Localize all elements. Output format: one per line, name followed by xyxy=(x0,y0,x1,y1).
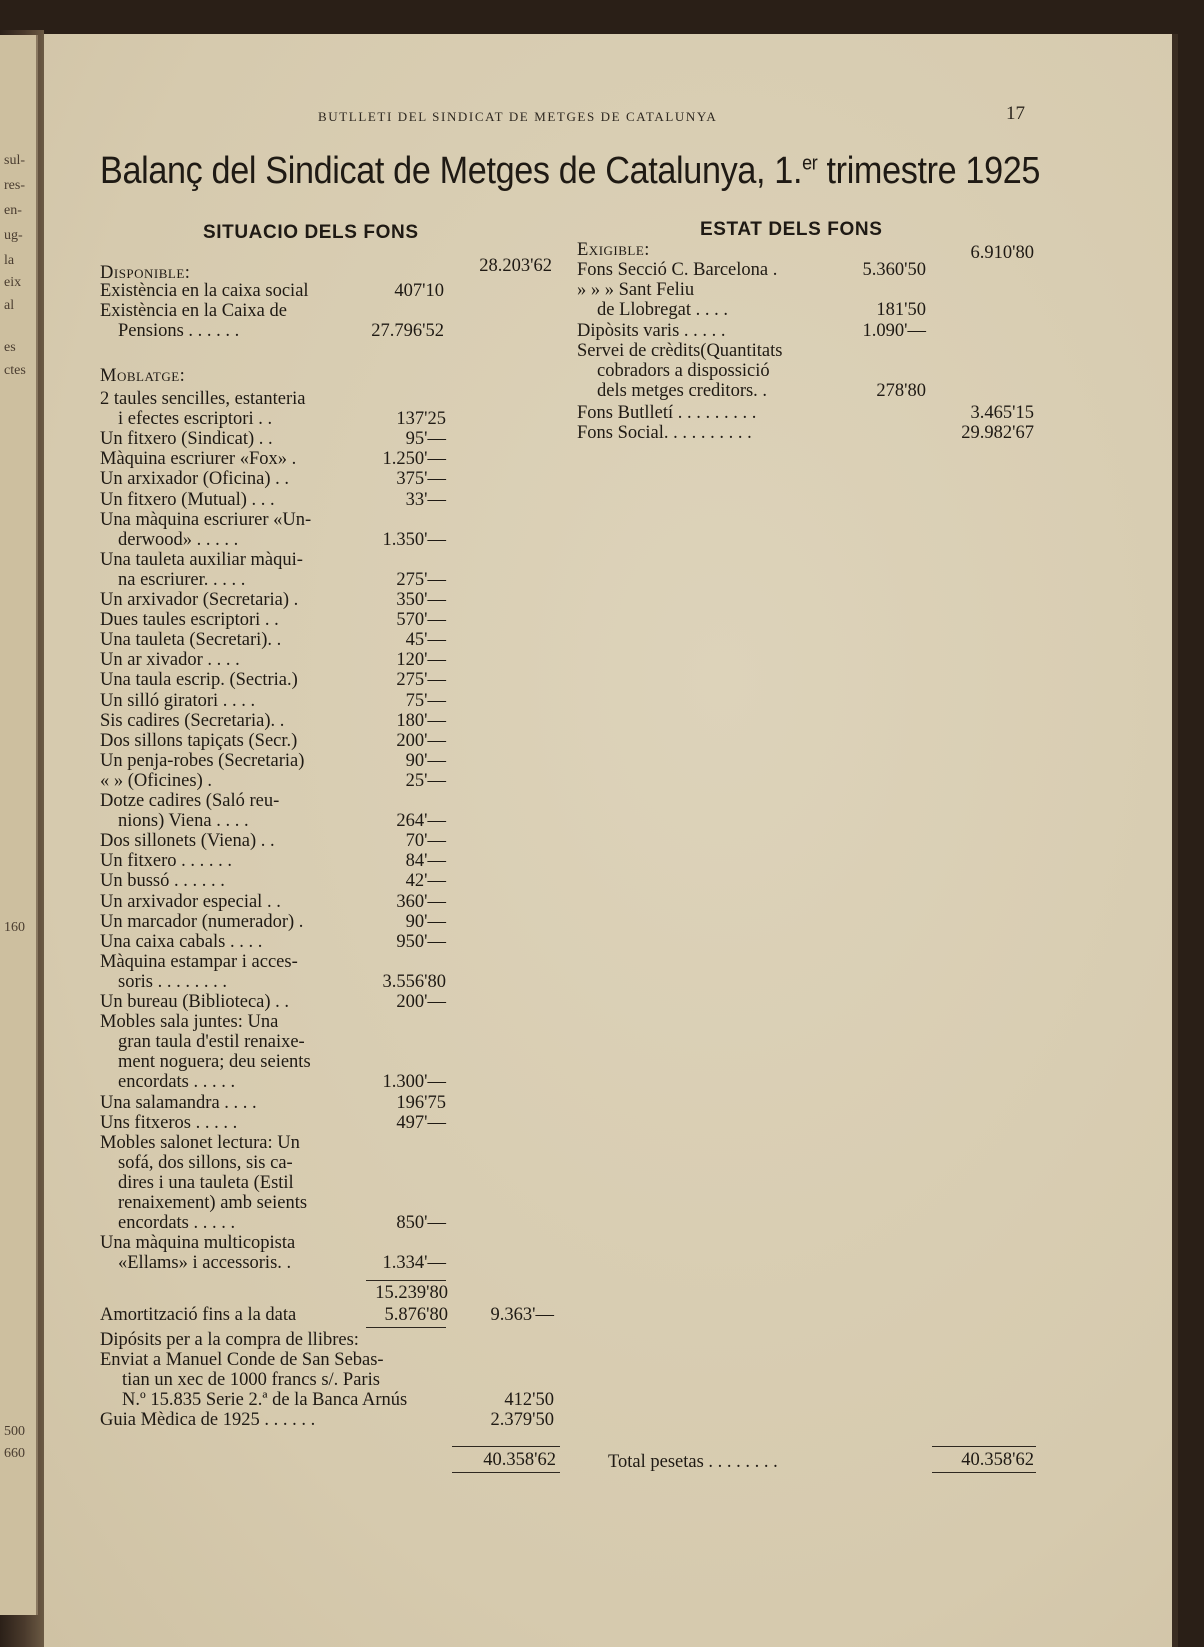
moblatge-line-value: 95'— xyxy=(405,429,446,450)
diposits-line-text: tian un xec de 1000 francs s/. Paris xyxy=(122,1370,380,1390)
prev-fragment: al xyxy=(4,298,15,313)
fons-social-label: Fons Social. . . . . . . . . . xyxy=(577,423,752,443)
prev-fragment: es xyxy=(4,340,16,355)
moblatge-line-value: 42'— xyxy=(405,871,446,892)
moblatge-line-value: 375'— xyxy=(396,469,446,490)
moblatge-line-value: 950'— xyxy=(396,931,446,952)
exigible-line-text: » » » Sant Feliu xyxy=(577,280,695,301)
moblatge-line-text: Una màquina multicopista xyxy=(100,1233,296,1254)
moblatge-line-text: Una tauleta (Secretari). . xyxy=(100,630,282,651)
moblatge-line-text: Un bureau (Biblioteca) . . xyxy=(100,992,290,1012)
moblatge-line-text: sofá, dos sillons, sis ca- xyxy=(118,1152,293,1173)
prev-fragment: en- xyxy=(4,203,22,218)
prev-fragment: 500 xyxy=(4,1424,25,1439)
prev-fragment: sul- xyxy=(4,153,25,168)
moblatge-line-text: derwood» . . . . . xyxy=(118,529,239,550)
exigible-line-text: dels metges creditors. . xyxy=(597,381,768,402)
diposits-line-text: Guia Mèdica de 1925 . . . . . . xyxy=(100,1410,316,1430)
moblatge-line-text: Màquina escriurer «Fox» . xyxy=(100,449,297,470)
moblatge-line-value: 90'— xyxy=(405,750,446,771)
prev-fragment: 160 xyxy=(4,920,25,935)
running-header: BUTLLETI DEL SINDICAT DE METGES DE CATALUNYA xyxy=(318,109,718,124)
moblatge-line-text: Una màquina escriurer «Un- xyxy=(100,509,312,530)
disponible-total: 28.203'62 xyxy=(479,256,552,276)
right-total-rule-bottom xyxy=(932,1472,1036,1473)
exigible-line-text: Fons Secció C. Barcelona . xyxy=(577,260,778,280)
moblatge-line-text: Un fitxero (Sindicat) . . xyxy=(100,429,273,450)
moblatge-line-text: Un arxixador (Oficina) . . xyxy=(100,469,290,490)
moblatge-line-text: Un penja-robes (Secretaria) xyxy=(100,750,305,771)
diposits-line-text: N.º 15.835 Serie 2.ª de la Banca Arnús xyxy=(122,1390,408,1410)
moblatge-line-text: Un arxivador especial . . xyxy=(100,891,281,912)
disponible-value: 407'10 xyxy=(394,281,444,301)
moblatge-line-text: gran taula d'estil renaixe- xyxy=(118,1032,305,1053)
grand-total-rule-bottom xyxy=(452,1472,560,1473)
moblatge-line-text: Dos sillonets (Viena) . . xyxy=(100,831,275,852)
moblatge-net: 9.363'— xyxy=(490,1305,554,1325)
moblatge-line-text: Una tauleta auxiliar màqui- xyxy=(100,549,303,570)
moblatge-line-text: «Ellams» i accessoris. . xyxy=(118,1253,292,1274)
moblatge-line-text: 2 taules sencilles, estanteria xyxy=(100,389,306,409)
right-column-heading: ESTAT DELS FONS xyxy=(700,219,883,240)
moblatge-line-value: 25'— xyxy=(405,770,446,791)
exigible-line-value: 5.360'50 xyxy=(862,260,926,280)
grand-total-rule-top xyxy=(452,1446,560,1447)
moblatge-line-text: i efectes escriptori . . xyxy=(118,409,273,430)
moblatge-line-text: Un marcador (numerador) . xyxy=(100,911,304,932)
page-edge-shadow xyxy=(1172,34,1178,1647)
amortitzacio-value: 5.876'80 xyxy=(384,1305,448,1325)
prev-fragment: eix xyxy=(4,275,22,290)
moblatge-line-text: Dotze cadires (Saló reu- xyxy=(100,791,280,811)
moblatge-line-value: 200'— xyxy=(396,730,446,751)
disponible-item: Existència en la Caixa de xyxy=(100,301,287,321)
diposits-line-text: Enviat a Manuel Conde de San Sebas- xyxy=(100,1350,384,1370)
diposits-line-value: 2.379'50 xyxy=(490,1410,554,1430)
moblatge-line-text: Uns fitxeros . . . . . xyxy=(100,1112,238,1133)
moblatge-line-value: 275'— xyxy=(396,670,446,691)
moblatge-line-value: 200'— xyxy=(396,992,446,1012)
disponible-value: 27.796'52 xyxy=(371,321,444,341)
exigible-label: Exigible: xyxy=(577,240,650,260)
amortitzacio-rule xyxy=(366,1327,446,1328)
moblatge-line-text: dires i una tauleta (Estil xyxy=(118,1172,294,1193)
moblatge-line-text: Una taula escrip. (Sectria.) xyxy=(100,670,298,691)
moblatge-line-value: 264'— xyxy=(396,811,446,832)
moblatge-line-value: 360'— xyxy=(396,891,446,912)
prev-fragment: ctes xyxy=(4,363,26,378)
page-title xyxy=(100,150,1040,193)
moblatge-line-value: 120'— xyxy=(396,650,446,671)
exigible-line-text: de Llobregat . . . . xyxy=(597,300,728,321)
diposits-line-text: Dipósits per a la compra de llibres: xyxy=(100,1330,359,1350)
previous-page-edge xyxy=(0,35,38,1615)
title-superscript: er xyxy=(802,152,818,175)
moblatge-line-value: 45'— xyxy=(405,630,446,651)
left-grand-total: 40.358'62 xyxy=(483,1450,556,1470)
moblatge-line-text: Un silló giratori . . . . xyxy=(100,690,256,711)
moblatge-line-value: 75'— xyxy=(405,690,446,711)
page-number: 17 xyxy=(1006,103,1025,124)
title-tail: trimestre 1925 xyxy=(817,150,1041,192)
moblatge-line-text: Dos sillons tapiçats (Secr.) xyxy=(100,730,298,751)
disponible-label: Disponible: xyxy=(100,263,191,283)
total-pesetas-value: 40.358'62 xyxy=(961,1450,1034,1470)
moblatge-line-value: 570'— xyxy=(396,610,446,631)
moblatge-line-value: 137'25 xyxy=(396,409,446,430)
moblatge-line-value: 33'— xyxy=(405,489,446,510)
moblatge-line-text: Sis cadires (Secretaria). . xyxy=(100,710,285,731)
moblatge-line-text: Dues taules escriptori . . xyxy=(100,610,279,631)
moblatge-line-value: 70'— xyxy=(405,831,446,852)
disponible-item: Pensions . . . . . . xyxy=(118,321,240,341)
disponible-item: Existència en la caixa social xyxy=(100,281,309,301)
prev-fragment: la xyxy=(4,253,15,268)
moblatge-line-text: Una salamandra . . . . xyxy=(100,1092,257,1113)
moblatge-line-text: nions) Viena . . . . xyxy=(118,811,249,832)
moblatge-line-text: encordats . . . . . xyxy=(118,1072,236,1093)
amortitzacio-label: Amortització fins a la data xyxy=(100,1305,297,1325)
exigible-line-value: 181'50 xyxy=(876,300,926,321)
prev-fragment: res- xyxy=(4,178,25,193)
moblatge-line-text: Màquina estampar i acces- xyxy=(100,951,298,972)
diposits-line-value: 412'50 xyxy=(504,1390,554,1410)
moblatge-line-value: 90'— xyxy=(405,911,446,932)
exigible-line-value: 1.090'— xyxy=(862,320,926,341)
subtotal-rule xyxy=(366,1280,446,1281)
moblatge-line-text: soris . . . . . . . . xyxy=(118,971,227,992)
fons-social-value: 29.982'67 xyxy=(961,423,1034,443)
moblatge-label: Moblatge: xyxy=(100,366,186,386)
moblatge-line-text: Un bussó . . . . . . xyxy=(100,871,225,892)
fons-butlleti-label: Fons Butlletí . . . . . . . . . xyxy=(577,403,757,423)
moblatge-line-text: Una caixa cabals . . . . xyxy=(100,931,263,952)
exigible-line-text: Dipòsits varis . . . . . xyxy=(577,320,726,341)
moblatge-line-text: Mobles sala juntes: Una xyxy=(100,1012,279,1033)
moblatge-line-value: 1.300'— xyxy=(382,1072,446,1093)
moblatge-line-text: encordats . . . . . xyxy=(118,1213,236,1234)
moblatge-line-value: 84'— xyxy=(405,851,446,872)
fons-butlleti-value: 3.465'15 xyxy=(970,403,1034,423)
moblatge-line-text: Un fitxero . . . . . . xyxy=(100,851,233,872)
exigible-line-value: 278'80 xyxy=(876,381,926,402)
moblatge-line-value: 196'75 xyxy=(396,1092,446,1113)
moblatge-line-text: Un fitxero (Mutual) . . . xyxy=(100,489,275,510)
exigible-line-text: cobradors a dispossició xyxy=(597,361,770,381)
prev-fragment: 660 xyxy=(4,1446,25,1461)
moblatge-line-text: ment noguera; deu seients xyxy=(118,1052,311,1073)
moblatge-line-value: 1.250'— xyxy=(382,449,446,470)
exigible-line-text: Servei de crèdits(Quantitats xyxy=(577,340,783,361)
moblatge-line-value: 350'— xyxy=(396,590,446,610)
moblatge-line-value: 850'— xyxy=(396,1213,446,1234)
moblatge-line-text: renaixement) amb seients xyxy=(118,1193,308,1213)
moblatge-line-value: 1.350'— xyxy=(382,529,446,550)
moblatge-line-text: Un ar xivador . . . . xyxy=(100,650,240,671)
left-column-heading: SITUACIO DELS FONS xyxy=(203,222,419,243)
exigible-total: 6.910'80 xyxy=(970,243,1034,263)
moblatge-line-value: 1.334'— xyxy=(382,1253,446,1274)
moblatge-line-text: na escriurer. . . . . xyxy=(118,569,246,590)
title-main: Balanç del Sindicat de Metges de Catalunya, 1. xyxy=(100,150,803,192)
moblatge-subtotal: 15.239'80 xyxy=(375,1283,448,1303)
moblatge-line-value: 180'— xyxy=(396,710,446,731)
moblatge-line-value: 497'— xyxy=(396,1112,446,1133)
moblatge-line-value: 275'— xyxy=(396,569,446,590)
moblatge-line-value: 3.556'80 xyxy=(382,971,446,992)
right-total-rule-top xyxy=(932,1446,1036,1447)
moblatge-line-text: Mobles salonet lectura: Un xyxy=(100,1132,300,1153)
prev-fragment: ug- xyxy=(4,228,23,243)
moblatge-line-text: « » (Oficines) . xyxy=(100,770,212,791)
moblatge-line-text: Un arxivador (Secretaria) . xyxy=(100,590,299,610)
total-pesetas-label: Total pesetas . . . . . . . . xyxy=(608,1452,778,1472)
